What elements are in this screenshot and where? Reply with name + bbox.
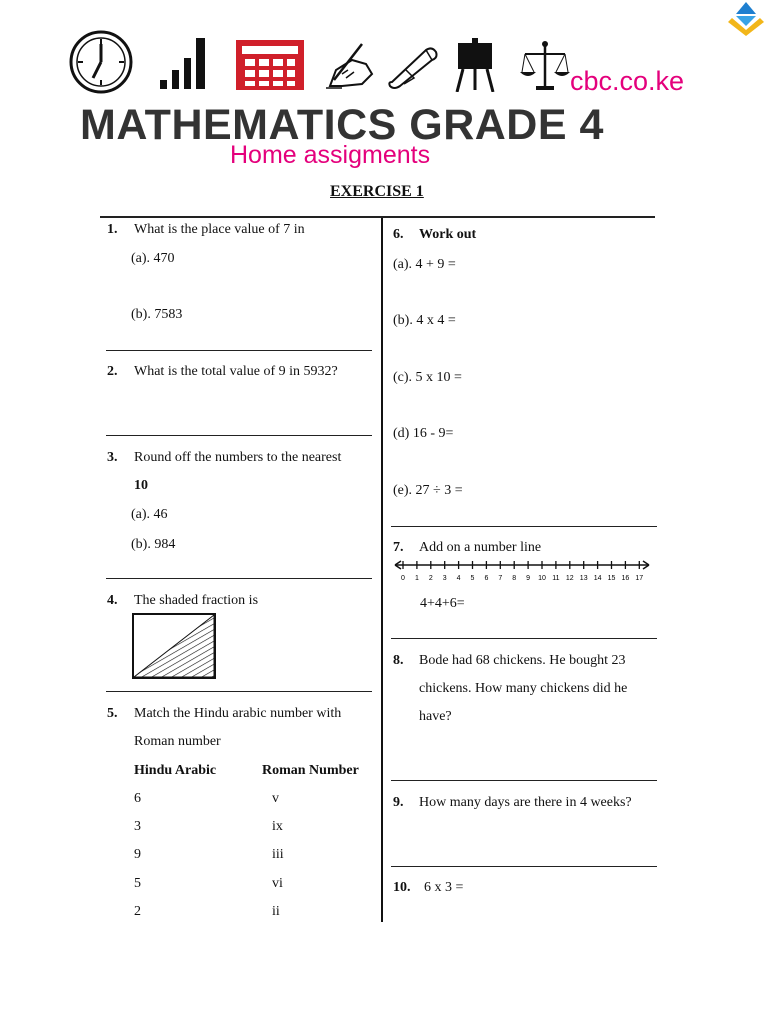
q1-number: 1. [107, 222, 118, 237]
q3-part-a: (a). 46 [131, 507, 168, 522]
bar-chart-icon [160, 36, 212, 90]
q8-line-2: chickens. How many chickens did he [419, 681, 628, 696]
number-line-label: 6 [484, 575, 489, 582]
q2-number: 2. [107, 364, 118, 379]
q1-part-a: (a). 470 [131, 251, 175, 266]
hindu-value: 6 [134, 791, 141, 806]
roman-value: v [272, 791, 279, 806]
number-line-label: 2 [428, 575, 433, 582]
q4-text: The shaded fraction is [134, 593, 259, 608]
number-line [393, 555, 651, 583]
q6-part-c: (c). 5 x 10 = [393, 370, 462, 385]
q1-part-b: (b). 7583 [131, 307, 183, 322]
q5-column-roman: Roman Number [262, 763, 359, 778]
hindu-value: 3 [134, 819, 141, 834]
roman-value: iii [272, 847, 284, 862]
scroll-icon [386, 42, 442, 90]
q5-number: 5. [107, 706, 118, 721]
scales-icon [520, 40, 570, 92]
divider [106, 691, 372, 692]
q6-part-d: (d) 16 - 9= [393, 426, 454, 441]
q1-text: What is the place value of 7 in [134, 222, 305, 237]
divider [106, 435, 372, 436]
easel-icon [455, 38, 495, 92]
q9-text: How many days are there in 4 weeks? [419, 795, 632, 810]
q6-part-e: (e). 27 ÷ 3 = [393, 483, 463, 498]
q8-number: 8. [393, 653, 404, 668]
calculator-icon [236, 40, 304, 90]
q7-text: Add on a number line [419, 540, 542, 555]
q6-part-a: (a). 4 + 9 = [393, 257, 456, 272]
number-line-label: 8 [512, 575, 517, 582]
clock-icon [68, 30, 134, 94]
q3-part-b: (b). 984 [131, 537, 176, 552]
roman-value: vi [272, 876, 283, 891]
q7-expression: 4+4+6= [420, 596, 465, 611]
q4-number: 4. [107, 593, 118, 608]
number-line-label: 7 [498, 575, 503, 582]
q3-text-line2: 10 [134, 478, 148, 493]
top-rule [100, 216, 655, 218]
q3-number: 3. [107, 450, 118, 465]
divider [391, 780, 657, 781]
number-line-label: 14 [593, 575, 602, 582]
q3-text: Round off the numbers to the nearest [134, 450, 342, 465]
number-line-label: 4 [456, 575, 461, 582]
site-name: cbc.co.ke [570, 66, 685, 96]
hindu-value: 5 [134, 876, 141, 891]
q10-number: 10. [393, 880, 411, 895]
hindu-value: 9 [134, 847, 141, 862]
q2-text: What is the total value of 9 in 5932? [134, 364, 338, 379]
number-line-label: 9 [526, 575, 531, 582]
divider [106, 350, 372, 351]
number-line-label: 15 [607, 575, 616, 582]
number-line-label: 10 [538, 575, 546, 582]
q8-line-1: Bode had 68 chickens. He bought 23 [419, 653, 626, 668]
q5-text-line2: Roman number [134, 734, 221, 749]
q6-part-b: (b). 4 x 4 = [393, 313, 456, 328]
number-line-label: 17 [635, 575, 644, 582]
divider [106, 578, 372, 579]
number-line-label: 11 [552, 575, 560, 582]
q5-column-hindu: Hindu Arabic [134, 763, 217, 778]
number-line-label: 13 [579, 575, 588, 582]
logo-icon [726, 0, 766, 38]
number-line-label: 12 [565, 575, 574, 582]
q5-text: Match the Hindu arabic number with [134, 706, 342, 721]
divider [391, 866, 657, 867]
q8-line-3: have? [419, 709, 452, 724]
q6-number: 6. [393, 227, 404, 242]
divider [391, 638, 657, 639]
shaded-fraction-figure [132, 613, 216, 679]
number-line-label: 0 [401, 575, 405, 582]
divider [391, 526, 657, 527]
roman-value: ii [272, 904, 280, 919]
roman-value: ix [272, 819, 283, 834]
hindu-value: 2 [134, 904, 141, 919]
number-line-label: 5 [470, 575, 475, 582]
column-divider [381, 218, 383, 922]
number-line-label: 3 [442, 575, 447, 582]
q6-text: Work out [419, 227, 477, 242]
number-line-label: 1 [414, 575, 419, 582]
q9-number: 9. [393, 795, 404, 810]
exercise-heading: EXERCISE 1 [330, 183, 424, 200]
writing-hand-icon [322, 40, 378, 90]
page-title: MATHEMATICS GRADE 4 [80, 101, 604, 149]
q10-text: 6 x 3 = [424, 880, 464, 895]
q7-number: 7. [393, 540, 404, 555]
number-line-label: 16 [621, 575, 630, 582]
page-subtitle: Home assigments [230, 141, 431, 169]
